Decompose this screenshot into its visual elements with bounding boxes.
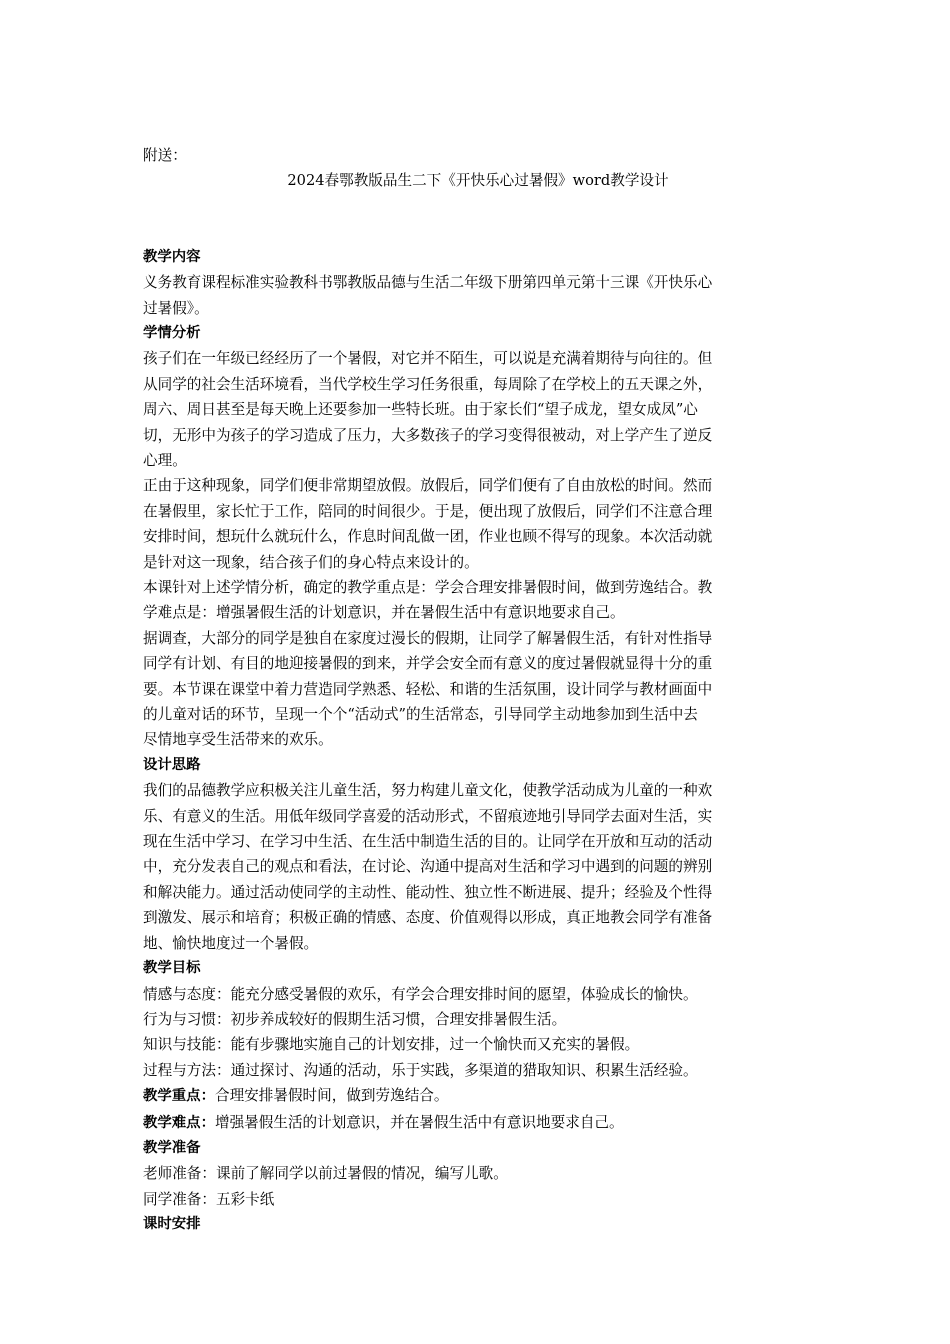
- analysis-line: 的儿童对话的环节，呈现一个个“活动式”的生活常态，引导同学主动地参加到生活中去: [143, 706, 698, 724]
- spacer: [143, 194, 813, 245]
- design-line: 和解决能力。通过活动使同学的主动性、能动性、独立性不断进展、提升；经验及个性得: [143, 883, 713, 901]
- section-heading-goals: 教学目标: [143, 960, 201, 977]
- analysis-line: 本课针对上述学情分析，确定的教学重点是：学会合理安排暑假时间，做到劳逸结合。教: [143, 579, 713, 597]
- content-line: 过暑假》。: [143, 299, 209, 317]
- design-line: 乐、有意义的生活。用低年级同学喜爱的活动形式，不留痕迹地引导同学去面对生活，实: [143, 807, 713, 825]
- section-heading-schedule: 课时安排: [143, 1216, 201, 1233]
- analysis-line: 据调查，大部分的同学是独自在家度过漫长的假期，让同学了解暑假生活，有针对性指导: [143, 629, 713, 647]
- goal-line: 行为与习惯：初步养成较好的假期生活习惯，合理安排暑假生活。: [143, 1010, 567, 1028]
- goal-line: 情感与态度：能充分感受暑假的欢乐，有学会合理安排时间的愿望，体验成长的愉快。: [143, 985, 698, 1003]
- design-line: 现在生活中学习、在学习中生活、在生活中制造生活的目的。让同学在开放和互动的活动: [143, 833, 713, 851]
- analysis-line: 尽情地享受生活带来的欢乐。: [143, 731, 333, 749]
- document-title: 2024春鄂教版品生二下《开快乐心过暑假》word教学设计: [287, 172, 669, 190]
- analysis-line: 同学有计划、有目的地迎接暑假的到来，并学会安全而有意义的度过暑假就显得十分的重: [143, 655, 713, 673]
- analysis-line: 在暑假里，家长忙于工作，陪同的时间很少。于是，便出现了放假后，同学们不注意合理: [143, 502, 713, 520]
- design-line: 我们的品德教学应积极关注儿童生活，努力构建儿童文化，使教学活动成为儿童的一种欢: [143, 782, 713, 800]
- analysis-line: 孩子们在一年级已经经历了一个暑假，对它并不陌生，可以说是充满着期待与向往的。但: [143, 350, 713, 368]
- design-line: 地、愉快地度过一个暑假。: [143, 934, 319, 952]
- analysis-line: 心理。: [143, 452, 187, 469]
- section-heading-content: 教学内容: [143, 248, 201, 265]
- goal-line: 知识与技能：能有步骤地实施自己的计划安排，过一个愉快而又充实的暑假。: [143, 1036, 640, 1054]
- design-line: 中，充分发表自己的观点和看法，在讨论、沟通中提高对生活和学习中遇到的问题的辨别: [143, 858, 713, 876]
- prep-line: 同学准备：五彩卡纸: [143, 1190, 275, 1208]
- design-line: 到激发、展示和培育；积极正确的情感、态度、价值观得以形成，真正地教会同学有准备: [143, 909, 713, 927]
- content-line: 义务教育课程标准实验教科书鄂教版品德与生活二年级下册第四单元第十三课《开快乐心: [143, 274, 713, 292]
- analysis-line: 正由于这种现象，同学们便非常期望放假。放假后，同学们便有了自由放松的时间。然而: [143, 477, 713, 495]
- intro-label: 附送：: [143, 147, 187, 164]
- key-point-line: [143, 1083, 813, 1109]
- goal-line: 过程与方法：通过探讨、沟通的活动，乐于实践，多渠道的猎取知识、积累生活经验。: [143, 1061, 698, 1079]
- analysis-line: 学难点是：增强暑假生活的计划意识，并在暑假生活中有意识地要求自己。: [143, 604, 625, 622]
- prep-line: 老师准备：课前了解同学以前过暑假的情况，编写儿歌。: [143, 1165, 508, 1183]
- analysis-line: 安排时间，想玩什么就玩什么，作息时间乱做一团，作业也顾不得写的现象。本次活动就: [143, 528, 713, 546]
- key-point-text: 合理安排暑假时间，做到劳逸结合。: [214, 1087, 449, 1105]
- key-point-label: 教学重点：: [143, 1088, 215, 1105]
- document-page: [143, 143, 813, 1238]
- analysis-line: 是针对这一现象，结合孩子们的身心特点来设计的。: [143, 553, 479, 571]
- analysis-line: 从同学的社会生活环境看，当代学校生学习任务很重，每周除了在学校上的五天课之外，: [143, 375, 713, 393]
- difficulty-line: [143, 1110, 813, 1136]
- analysis-line: 要。本节课在课堂中着力营造同学熟悉、轻松、和谐的生活氛围，设计同学与教材画面中: [143, 680, 713, 698]
- difficulty-text: 增强暑假生活的计划意识，并在暑假生活中有意识地要求自己。: [214, 1113, 624, 1131]
- analysis-line: 周六、周日甚至是每天晚上还要参加一些特长班。由于家长们“望子成龙，望女成凤”心: [143, 401, 698, 419]
- section-heading-prep: 教学准备: [143, 1139, 201, 1156]
- section-heading-design: 设计思路: [143, 756, 201, 773]
- section-heading-analysis: 学情分析: [143, 324, 201, 341]
- analysis-line: 切，无形中为孩子的学习造成了压力，大多数孩子的学习变得很被动，对上学产生了逆反: [143, 426, 713, 444]
- difficulty-label: 教学难点：: [143, 1114, 215, 1131]
